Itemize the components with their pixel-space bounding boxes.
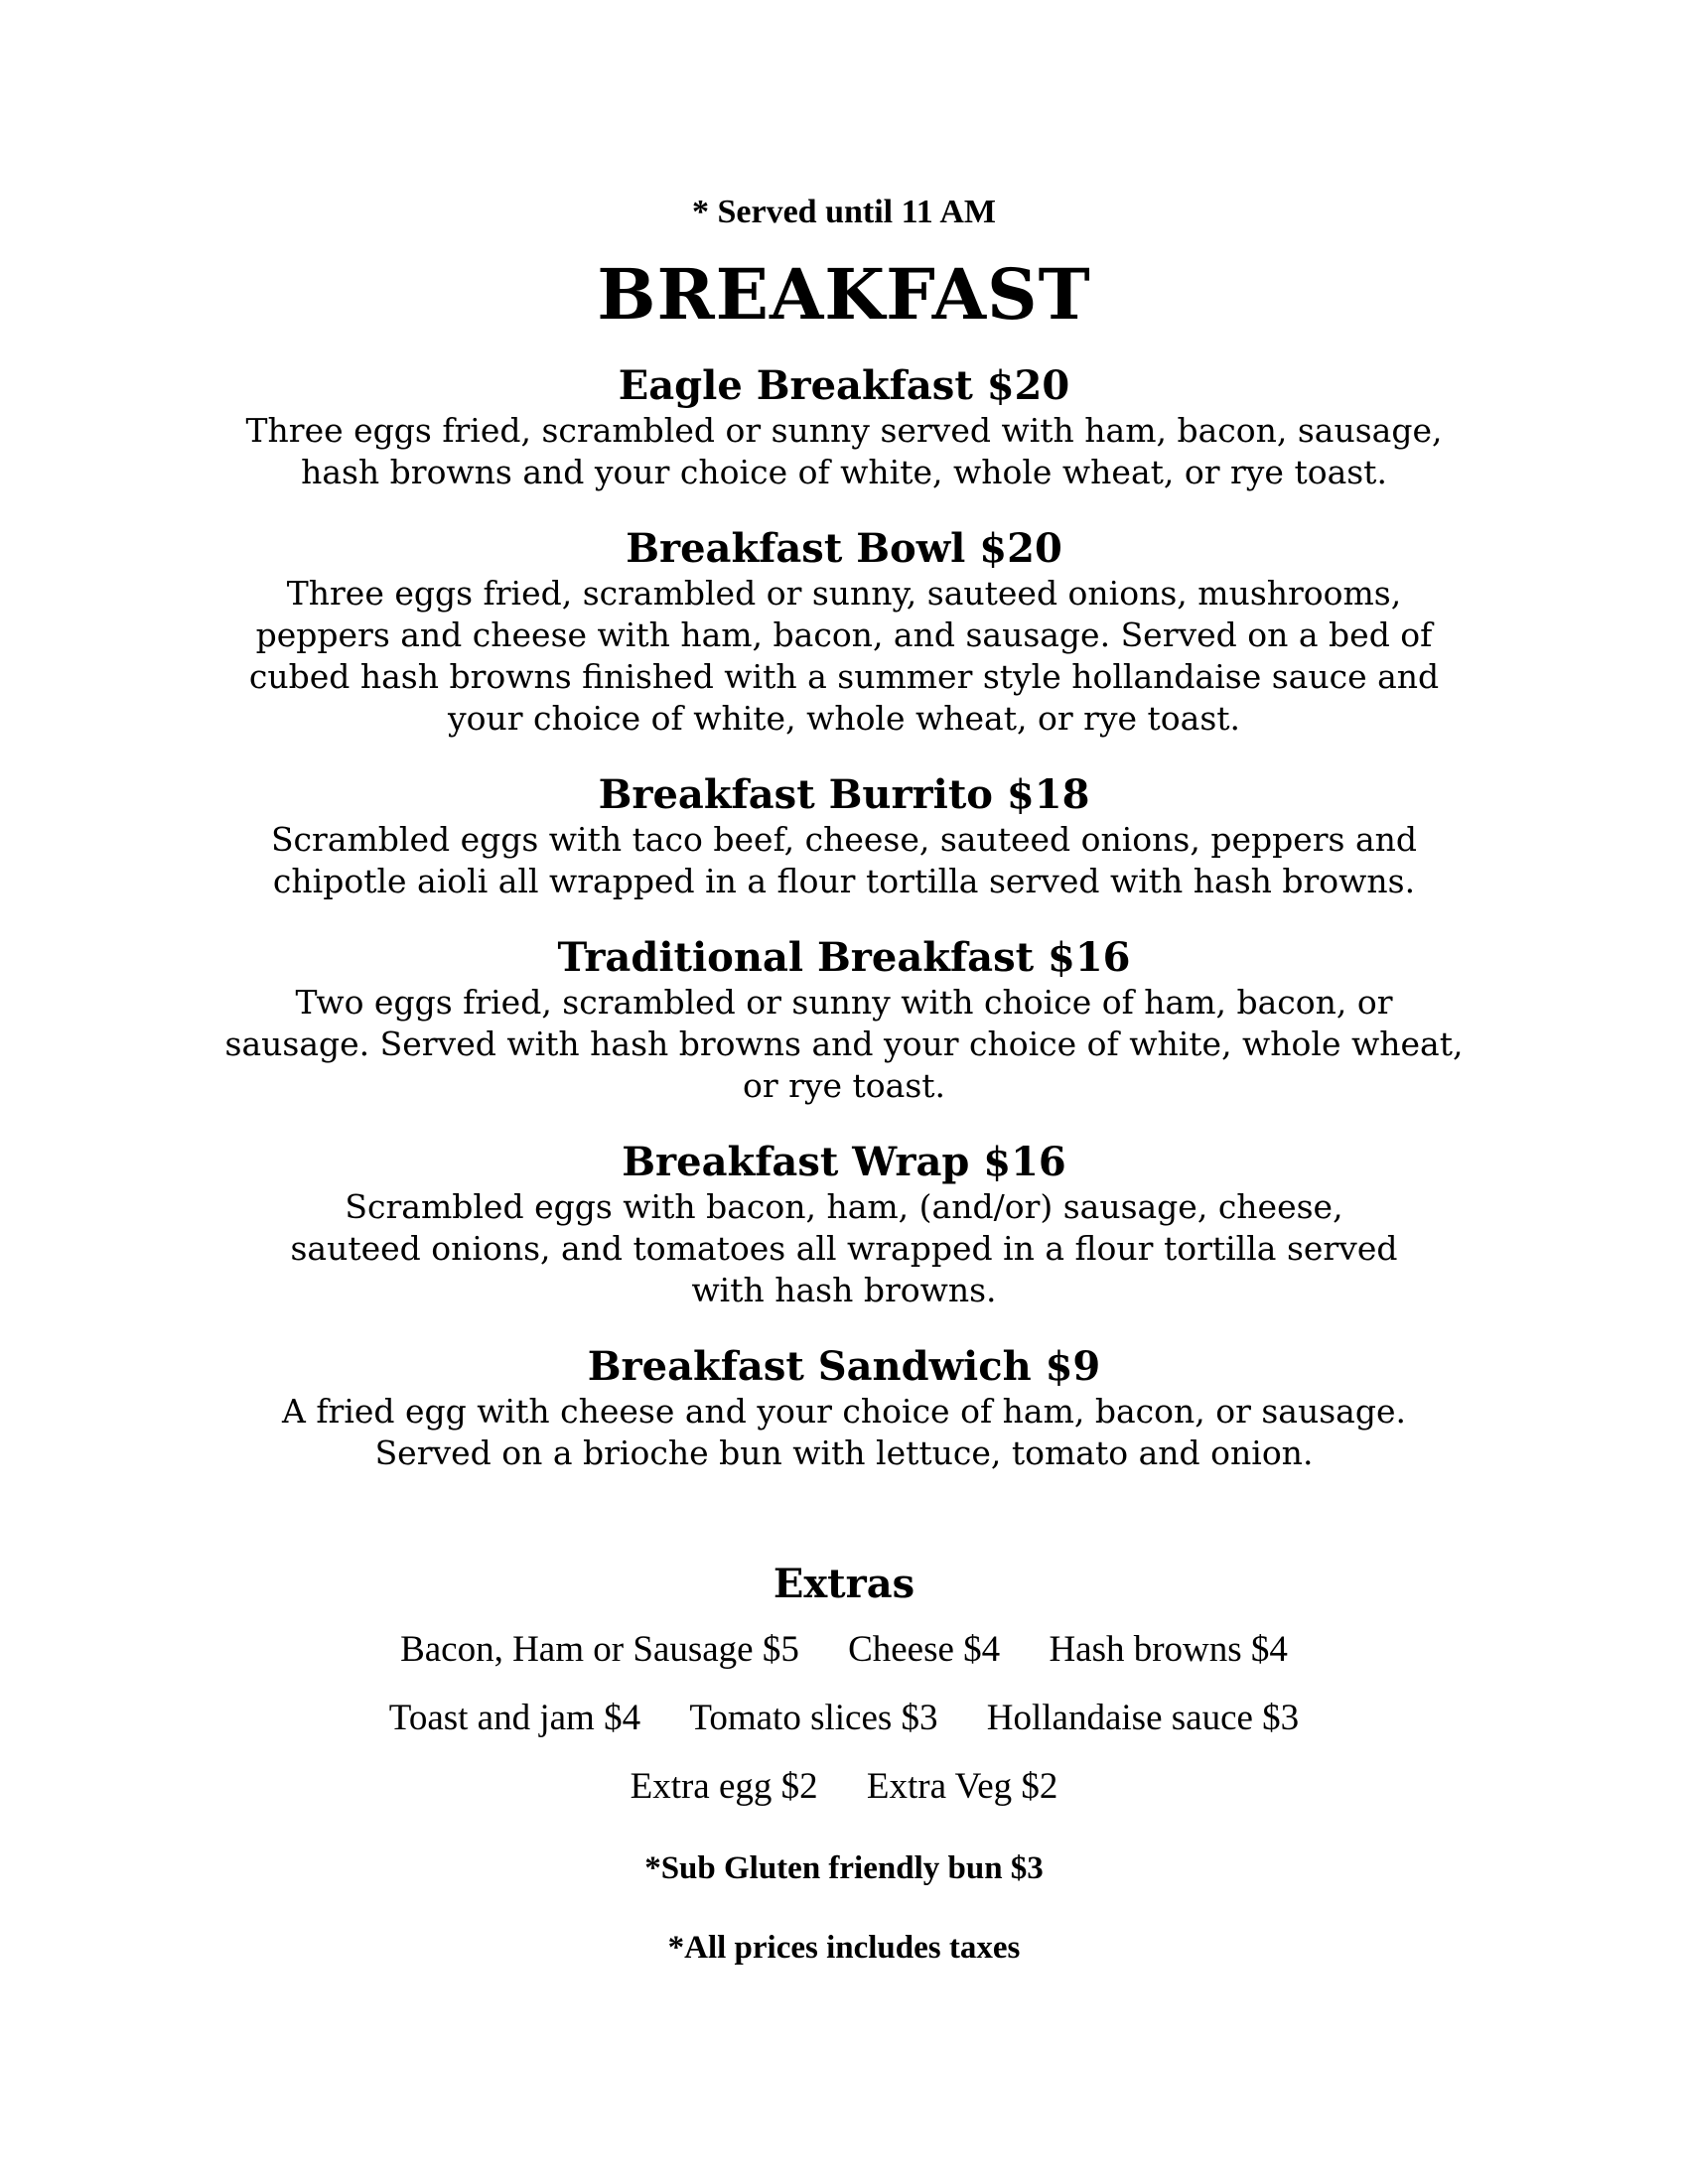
extras-item: Bacon, Ham or Sausage $5	[400, 1629, 799, 1670]
menu-item-name: Breakfast Bowl $20	[626, 525, 1062, 572]
menu-title: BREAKFAST	[597, 253, 1091, 336]
menu-item	[0, 362, 1688, 493]
extras-item: Hollandaise sauce $3	[986, 1698, 1300, 1738]
extras-row	[0, 1628, 1688, 1671]
menu-item	[0, 525, 1688, 740]
taxes-note: *All prices includes taxes	[667, 1930, 1021, 1966]
menu-item	[0, 771, 1688, 902]
menu-item	[0, 1343, 1688, 1474]
extras-item: Cheese $4	[848, 1629, 1001, 1670]
menu-item-description: Scrambled eggs with taco beef, cheese, sauteed onions, peppers and chipotle aioli all wrapped in a flour tortilla served with hash browns.	[270, 820, 1418, 900]
menu-item-name: Eagle Breakfast $20	[618, 362, 1070, 409]
menu-item	[0, 934, 1688, 1107]
menu-item-name: Breakfast Burrito $18	[598, 771, 1090, 818]
menu-item-description: Three eggs fried, scrambled or sunny, sauteed onions, mushrooms, peppers and cheese with ham, bacon, and sausage. Served on a bed of cubed hash browns finished with a summer style hollandaise sauce and your choice of white, whole wheat, or rye toast.	[248, 574, 1440, 738]
extras-item: Extra egg $2	[630, 1766, 818, 1807]
extras-heading: Extras	[773, 1561, 915, 1607]
extras-row	[0, 1697, 1688, 1739]
menu-item-description: Three eggs fried, scrambled or sunny served with ham, bacon, sausage, hash browns and your choice of white, whole wheat, or rye toast.	[245, 411, 1443, 491]
menu-item-name: Breakfast Sandwich $9	[587, 1343, 1101, 1390]
menu-item	[0, 1139, 1688, 1311]
menu-item-description: Scrambled eggs with bacon, ham, (and/or) sausage, cheese, sauteed onions, and tomatoes all wrapped in a flour tortilla served with hash browns.	[290, 1187, 1398, 1309]
menu-item-name: Breakfast Wrap $16	[622, 1139, 1066, 1185]
served-until-note: * Served until 11 AM	[691, 194, 997, 230]
menu-items	[0, 362, 1688, 1506]
extras-item: Toast and jam $4	[388, 1698, 641, 1738]
extras-item: Extra Veg $2	[866, 1766, 1058, 1807]
extras-item: Hash browns $4	[1049, 1629, 1288, 1670]
extras-row	[0, 1765, 1688, 1808]
menu-item-description: A fried egg with cheese and your choice of ham, bacon, or sausage. Served on a brioche bun with lettuce, tomato and onion.	[282, 1392, 1406, 1472]
menu-item-description: Two eggs fried, scrambled or sunny with choice of ham, bacon, or sausage. Served with hash browns and your choice of white, whole wheat, or rye toast.	[224, 983, 1464, 1105]
extras-item: Tomato slices $3	[689, 1698, 938, 1738]
menu-item-name: Traditional Breakfast $16	[557, 934, 1131, 981]
gluten-note: *Sub Gluten friendly bun $3	[644, 1850, 1044, 1886]
